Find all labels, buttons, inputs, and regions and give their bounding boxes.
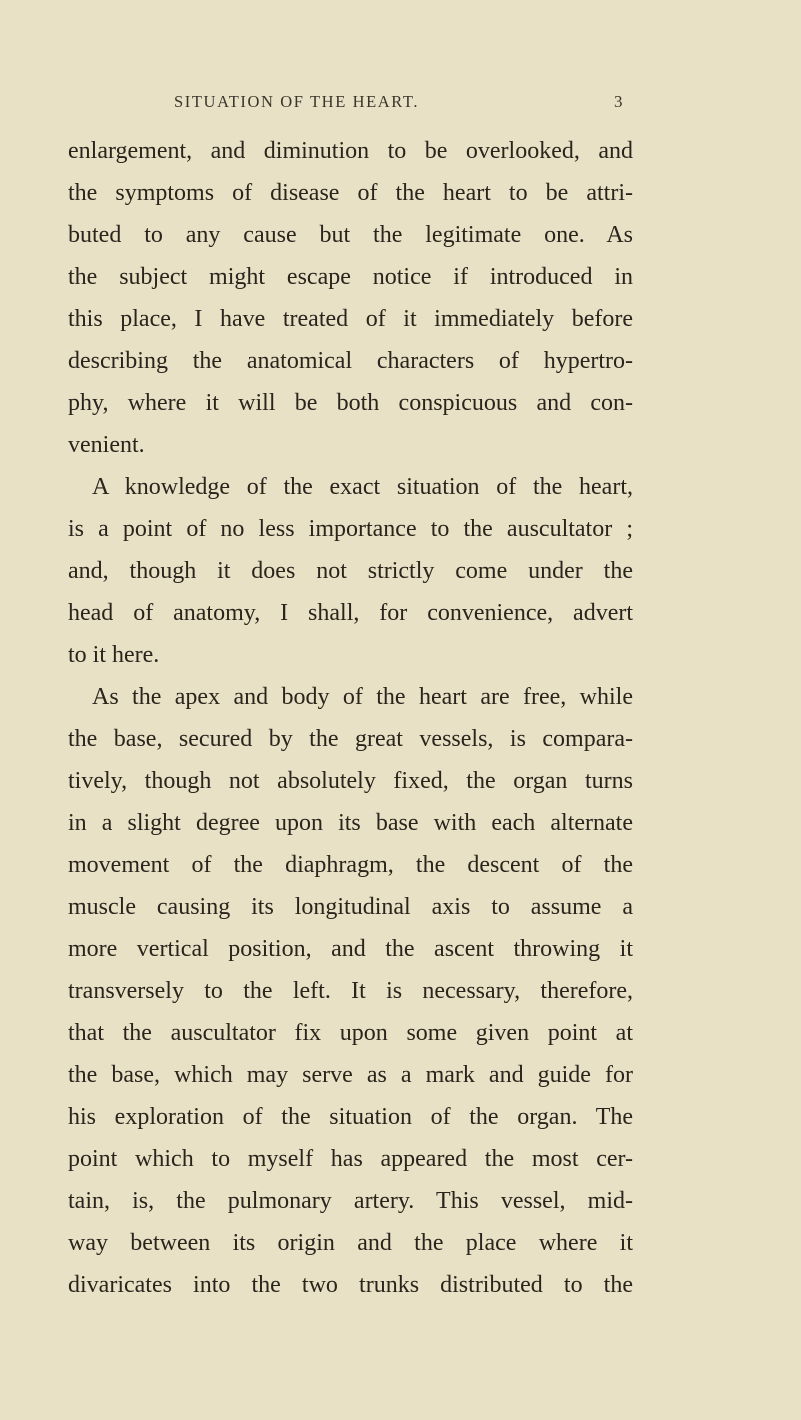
body-text (68, 130, 633, 1306)
text-line: buted to any cause but the legitimate one. As (68, 222, 633, 248)
text-line: movement of the diaphragm, the descent of the (68, 852, 633, 878)
text-line: muscle causing its longitudinal axis to assume a (68, 894, 633, 920)
running-head (0, 92, 801, 116)
text-line: point which to myself has appeared the most cer- (68, 1146, 633, 1172)
text-line: his exploration of the situation of the organ. The (68, 1104, 633, 1130)
text-line: the base, secured by the great vessels, is compara- (68, 726, 633, 752)
text-line: the base, which may serve as a mark and guide for (68, 1062, 633, 1088)
text-line: A knowledge of the exact situation of the heart, (92, 474, 633, 500)
text-line: head of anatomy, I shall, for convenience, advert (68, 600, 633, 626)
running-title: SITUATION OF THE HEART. (174, 92, 420, 111)
text-line: in a slight degree upon its base with each alternate (68, 810, 633, 836)
text-line: enlargement, and diminution to be overlooked, and (68, 138, 633, 164)
text-line: that the auscultator fix upon some given point at (68, 1020, 633, 1046)
text-line: transversely to the left. It is necessary, therefore, (68, 978, 633, 1004)
text-line: tain, is, the pulmonary artery. This vessel, mid- (68, 1188, 633, 1214)
text-line: to it here. (68, 642, 160, 668)
text-line: As the apex and body of the heart are free, while (92, 684, 633, 710)
text-line: this place, I have treated of it immediately before (68, 306, 633, 332)
text-line: phy, where it will be both conspicuous and con- (68, 390, 633, 416)
text-line: tively, though not absolutely fixed, the organ turns (68, 768, 633, 794)
text-line: is a point of no less importance to the auscultator ; (68, 516, 633, 542)
text-line: the symptoms of disease of the heart to be attri- (68, 180, 633, 206)
text-line: divaricates into the two trunks distributed to the (68, 1272, 633, 1298)
text-line: venient. (68, 432, 145, 458)
text-line: the subject might escape notice if introduced in (68, 264, 633, 290)
text-line: way between its origin and the place where it (68, 1230, 633, 1256)
text-line: describing the anatomical characters of hypertro- (68, 348, 633, 374)
text-line: and, though it does not strictly come under the (68, 558, 633, 584)
page-number: 3 (614, 92, 623, 111)
text-line: more vertical position, and the ascent throwing it (68, 936, 633, 962)
